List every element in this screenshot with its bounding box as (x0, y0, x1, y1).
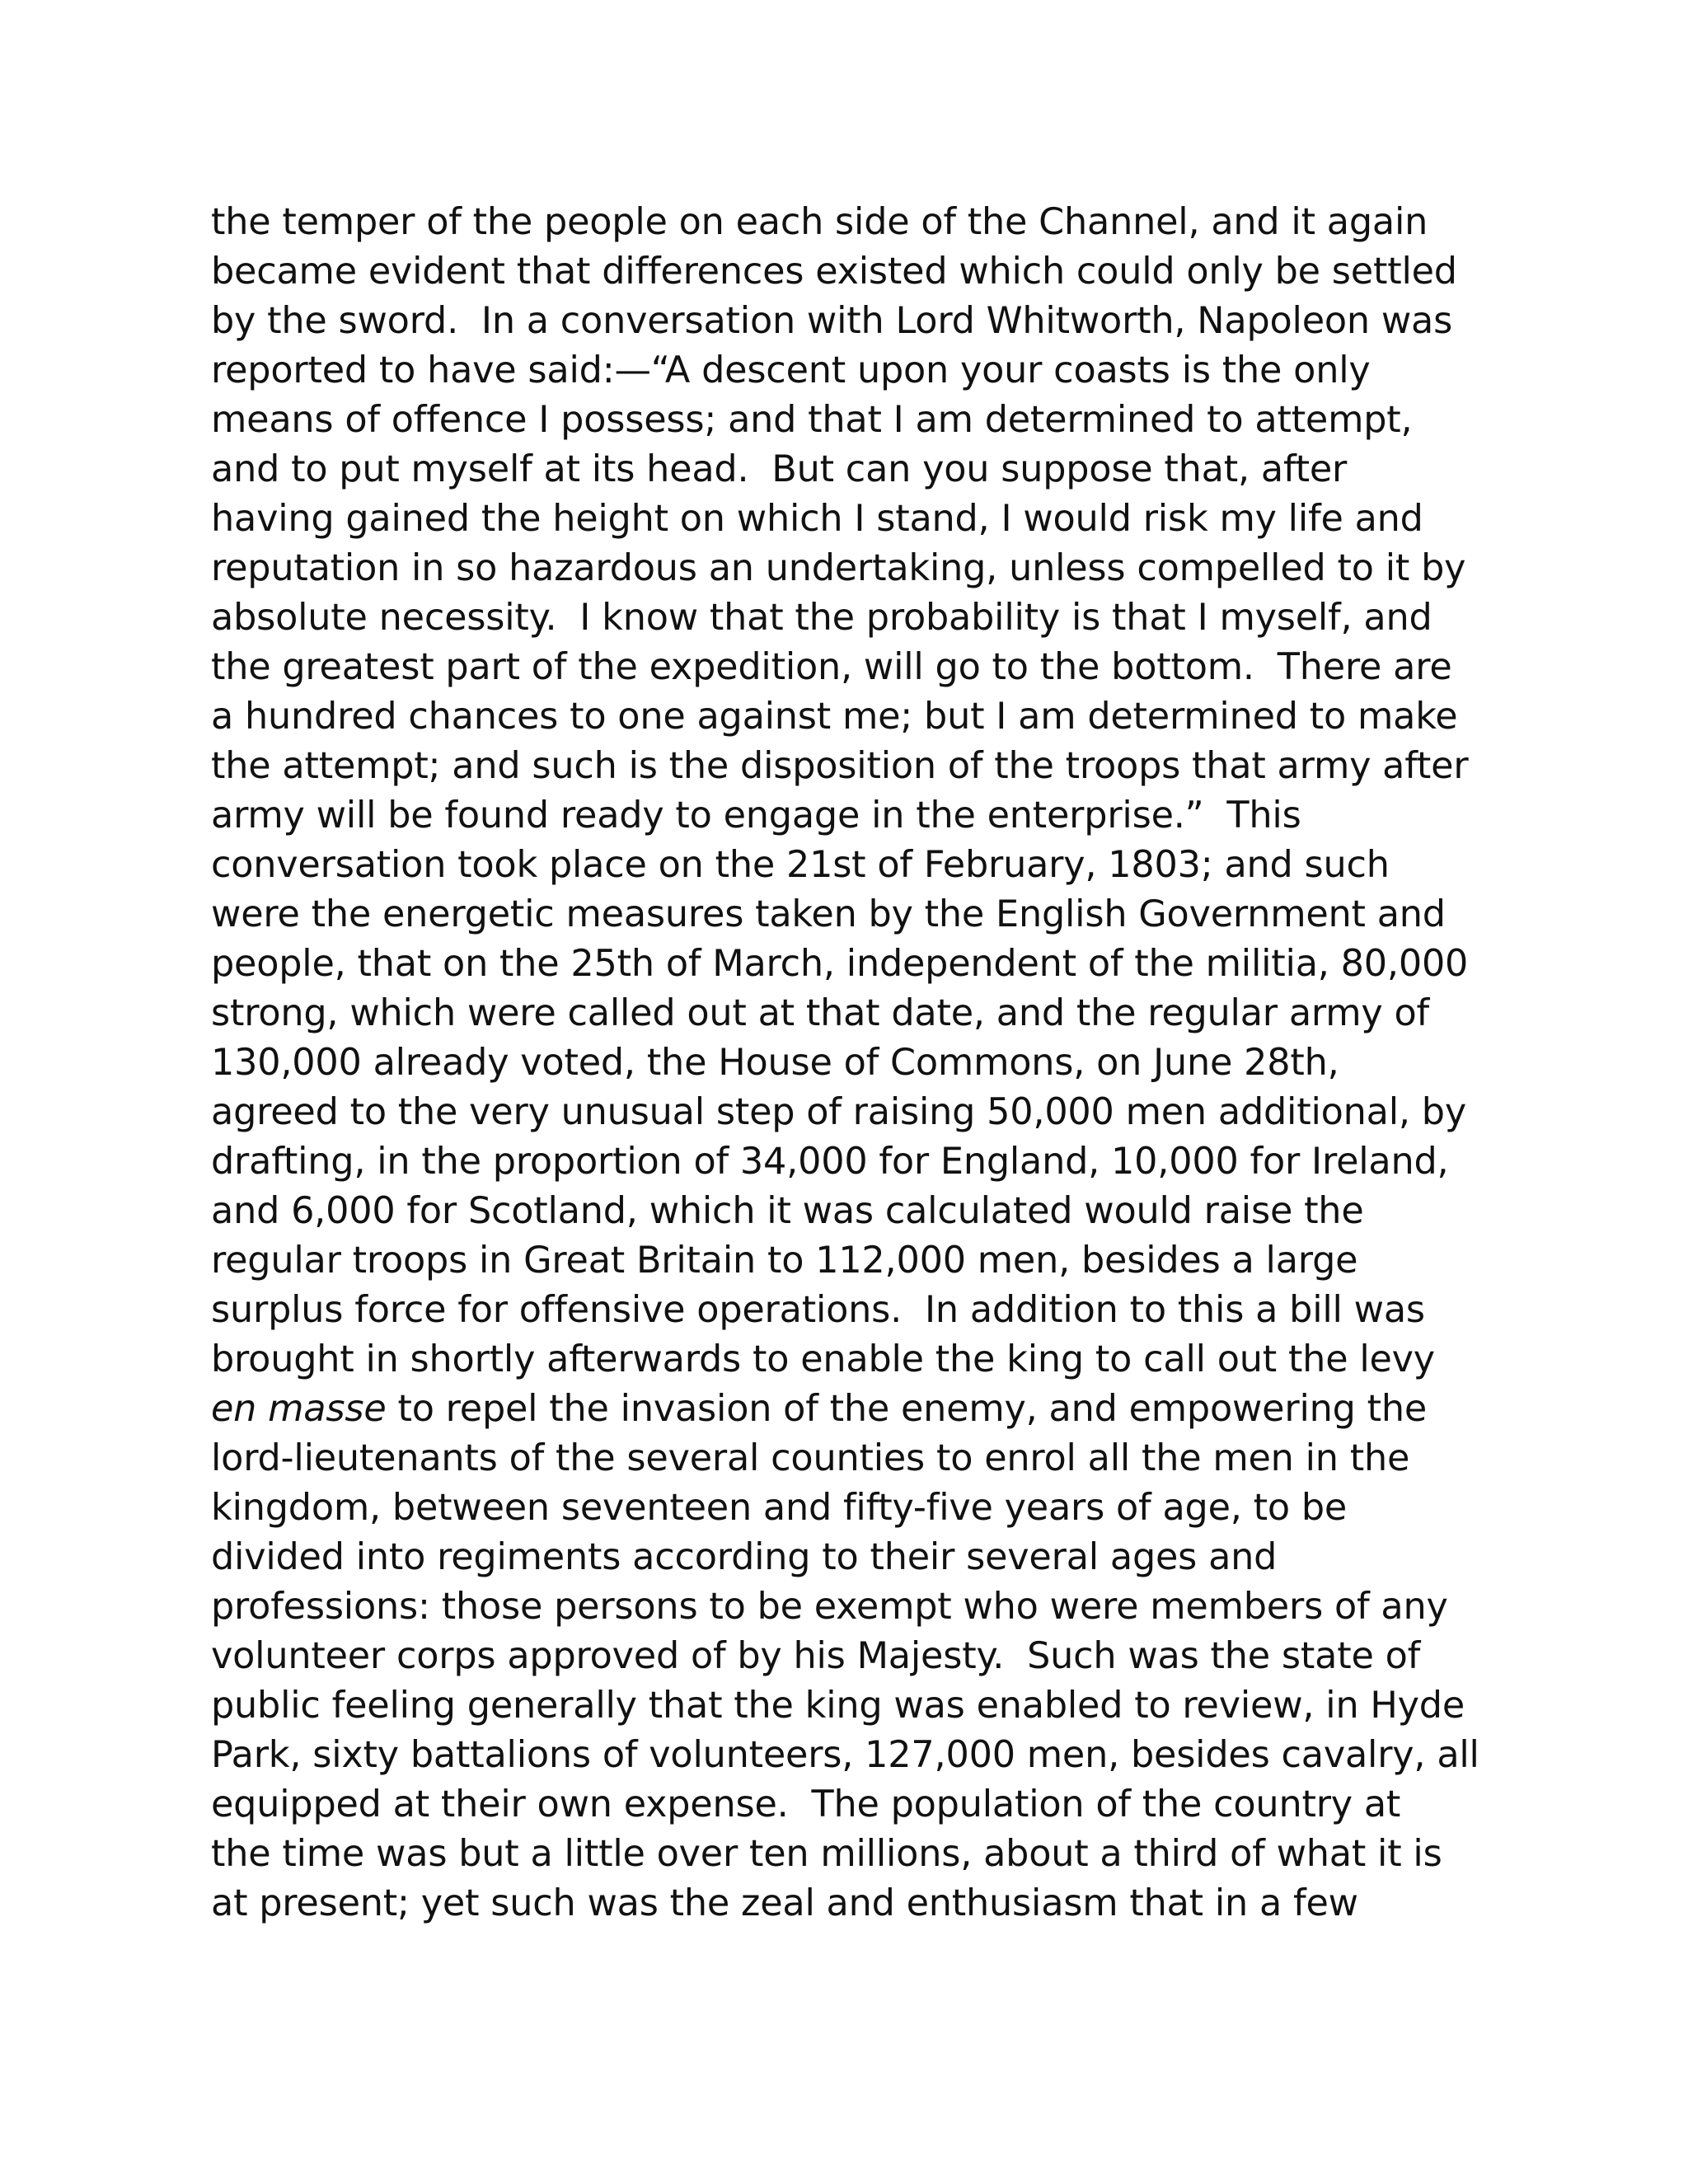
text-line: strong, which were called out at that date, and the regular army of (211, 992, 1429, 1034)
text-line: volunteer corps approved of by his Majesty. Such was the state of (211, 1635, 1421, 1677)
text-line: agreed to the very unusual step of raising 50,000 men additional, by (211, 1091, 1466, 1133)
text-line-italic (211, 1385, 1480, 1434)
text-line: were the energetic measures taken by the English Government and (211, 893, 1446, 935)
text-line-rest: to repel the invasion of the enemy, and empowering the (386, 1388, 1428, 1430)
text-line: equipped at their own expense. The population of the country at (211, 1783, 1401, 1825)
text-line: became evident that differences existed which could only be settled (211, 251, 1457, 293)
text-line: kingdom, between seventeen and fifty-five years of age, to be (211, 1487, 1348, 1529)
text-line: a hundred chances to one against me; but I am determined to make (211, 696, 1458, 738)
text-line: brought in shortly afterwards to enable the king to call out the levy (211, 1338, 1435, 1380)
text-line: the greatest part of the expedition, will go to the bottom. There are (211, 646, 1452, 688)
text-line: professions: those persons to be exempt who were members of any (211, 1586, 1448, 1628)
text-line: the attempt; and such is the disposition of the troops that army after (211, 745, 1469, 787)
text-line: public feeling generally that the king was enabled to review, in Hyde (211, 1685, 1465, 1727)
text-line: and 6,000 for Scotland, which it was calculated would raise the (211, 1190, 1364, 1232)
text-line: surplus force for offensive operations. In addition to this a bill was (211, 1289, 1425, 1331)
text-line: means of offence I possess; and that I am determined to attempt, (211, 399, 1413, 441)
text-line: having gained the height on which I stand, I would risk my life and (211, 498, 1423, 540)
text-line: by the sword. In a conversation with Lord Whitworth, Napoleon was (211, 300, 1453, 342)
text-line: drafting, in the proportion of 34,000 for England, 10,000 for Ireland, (211, 1141, 1449, 1183)
text-line: lord-lieutenants of the several counties to enrol all the men in the (211, 1437, 1410, 1479)
text-line: 130,000 already voted, the House of Commons, on June 28th, (211, 1042, 1339, 1084)
italic-phrase: en masse (211, 1388, 387, 1430)
text-line: absolute necessity. I know that the probability is that I myself, and (211, 597, 1432, 639)
text-line: and to put myself at its head. But can you suppose that, after (211, 448, 1348, 490)
text-line: conversation took place on the 21st of February, 1803; and such (211, 844, 1390, 886)
text-line: people, that on the 25th of March, independent of the militia, 80,000 (211, 943, 1469, 985)
text-line: the temper of the people on each side of the Channel, and it again (211, 201, 1428, 243)
text-line: reported to have said:—“A descent upon your coasts is the only (211, 349, 1371, 391)
text-line: at present; yet such was the zeal and enthusiasm that in a few (211, 1882, 1358, 1924)
text-line: regular troops in Great Britain to 112,000 men, besides a large (211, 1240, 1358, 1282)
text-line: army will be found ready to engage in the enterprise.” This (211, 794, 1301, 837)
text-line: the time was but a little over ten millions, about a third of what it is (211, 1833, 1442, 1875)
text-line: Park, sixty battalions of volunteers, 127,000 men, besides cavalry, all (211, 1734, 1479, 1776)
text-line: divided into regiments according to their several ages and (211, 1536, 1278, 1578)
text-line: reputation in so hazardous an undertaking, unless compelled to it by (211, 547, 1466, 589)
body-text (211, 198, 1480, 1929)
